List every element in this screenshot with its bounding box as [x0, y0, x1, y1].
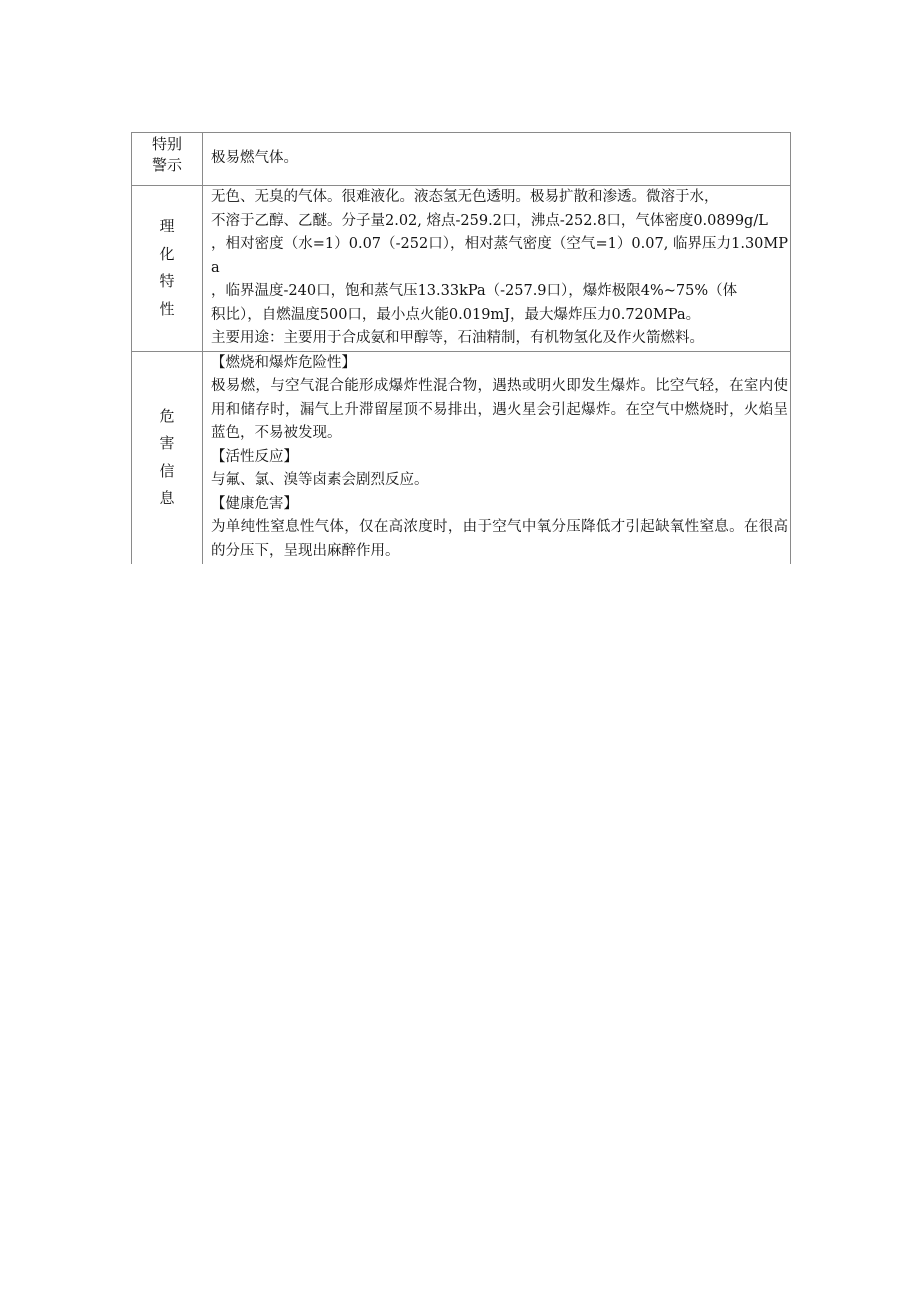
- special-warning-text: 极易燃气体。: [211, 150, 298, 167]
- label-char: 信: [159, 461, 175, 480]
- physical-line: ，相对密度（水=1）0.07（-252口），相对蒸气密度（空气=1）0.07, 临界压力1.30MPa: [211, 236, 788, 276]
- label-line: 特别: [151, 135, 182, 153]
- reactivity-heading: 【活性反应】: [211, 448, 298, 465]
- hazard-information-label: [132, 351, 203, 564]
- health-hazard-text: 为单纯性窒息性气体，仅在高浓度时，由于空气中氧分压降低才引起缺氧性窒息。在很高的分压下，呈现出麻醉作用。: [211, 519, 788, 559]
- label-char: 特: [159, 272, 175, 291]
- label-line: 警示: [151, 156, 182, 174]
- hazard-information-content: [203, 351, 791, 564]
- chemical-safety-table: [131, 132, 791, 564]
- physical-line: 无色、无臭的气体。很难液化。液态氢无色透明。极易扩散和渗透。微溶于水，: [211, 189, 719, 205]
- label-char: 危: [159, 406, 175, 425]
- row-physical-properties: [132, 186, 791, 352]
- physical-line: ，临界温度-240口，饱和蒸气压13.33kPa（-257.9口），爆炸极限4%~75%（体: [211, 283, 738, 299]
- label-char: 害: [159, 434, 175, 452]
- special-warning-content: [203, 133, 791, 186]
- label-char: 理: [159, 217, 175, 236]
- physical-line: 不溶于乙醇、乙醚。分子量2.02, 熔点-259.2口，沸点-252.8口，气体密度0.0899g/L: [211, 212, 768, 229]
- physical-line: 积比），自燃温度500口，最小点火能0.019mJ，最大爆炸压力0.720MPa。: [211, 306, 701, 323]
- reactivity-text: 与氟、氯、溴等卤素会剧烈反应。: [211, 472, 429, 488]
- fire-explosion-heading: 【燃烧和爆炸危险性】: [211, 354, 356, 371]
- label-char: 性: [159, 299, 175, 318]
- row-special-warning: [132, 133, 791, 186]
- label-char: 化: [159, 244, 175, 263]
- physical-properties-label: [132, 186, 203, 352]
- special-warning-label: [132, 133, 203, 186]
- main-uses-line: 主要用途：主要用于合成氨和甲醇等，石油精制，有机物氢化及作火箭燃料。: [211, 330, 704, 346]
- row-hazard-information: [132, 351, 791, 564]
- label-char: 息: [159, 489, 175, 507]
- health-hazard-heading: 【健康危害】: [211, 495, 298, 512]
- fire-explosion-text: 极易燃，与空气混合能形成爆炸性混合物，遇热或明火即发生爆炸。比空气轻，在室内使用和储存时，漏气上升滞留屋顶不易排出，遇火星会引起爆炸。在空气中燃烧时，火焰呈蓝色，不易被发现。: [211, 378, 788, 441]
- physical-properties-content: [203, 186, 791, 352]
